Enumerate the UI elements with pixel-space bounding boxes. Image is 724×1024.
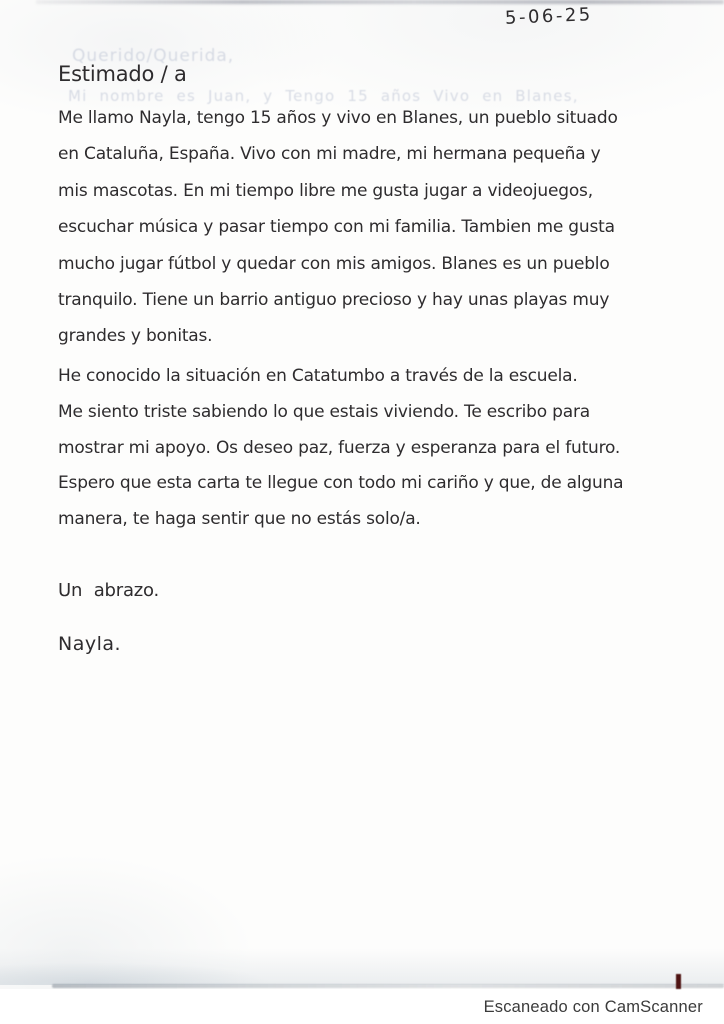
letter-line: He conocido la situación en Catatumbo a través de la escuela. <box>58 366 578 386</box>
letter-line: mis mascotas. En mi tiempo libre me gusta jugar a videojuegos, <box>58 180 593 201</box>
scan-artifact-red-mark <box>676 974 681 989</box>
scan-artifact-top-edge <box>36 0 724 4</box>
letter-line: mucho jugar fútbol y quedar con mis amigos. Blanes es un pueblo <box>58 253 610 274</box>
letter-line: Me siento triste sabiendo lo que estais viviendo. Te escribo para <box>58 401 590 422</box>
camscanner-watermark: Escaneado con CamScanner <box>483 998 703 1016</box>
ghost-bleed-line: Mi nombre es Juan, y Tengo 15 años Vivo en Blanes, <box>68 87 579 105</box>
letter-line: escuchar música y pasar tiempo con mi familia. Tambien me gusta <box>58 217 615 238</box>
letter-signature: Nayla. <box>58 633 122 655</box>
letter-line: grandes y bonitas. <box>58 326 213 347</box>
letter-line: Me llamo Nayla, tengo 15 años y vivo en Blanes, un pueblo situado <box>58 108 618 128</box>
scan-artifact-bottom-haze-left <box>0 955 300 985</box>
ghost-bleed-greeting: Querido/Querida, <box>72 46 235 66</box>
letter-date: 5-06-25 <box>504 4 594 29</box>
letter-line: Espero que esta carta te llegue con todo mi cariño y que, de alguna <box>58 473 624 494</box>
letter-line: manera, te haga sentir que no estás solo/a. <box>58 509 421 530</box>
scan-artifact-page-bottom-edge <box>52 984 724 988</box>
letter-paragraph-1 <box>58 100 618 355</box>
letter-line: tranquilo. Tiene un barrio antiguo precioso y hay unas playas muy <box>58 289 610 310</box>
letter-line: mostrar mi apoyo. Os deseo paz, fuerza y esperanza para el futuro. <box>58 437 621 458</box>
letter-greeting: Estimado / a <box>58 62 187 86</box>
letter-line: en Cataluña, España. Vivo con mi madre, mi hermana pequeña y <box>58 144 601 165</box>
letter-paragraph-2 <box>58 359 623 538</box>
letter-closing: Un abrazo. <box>58 580 160 601</box>
